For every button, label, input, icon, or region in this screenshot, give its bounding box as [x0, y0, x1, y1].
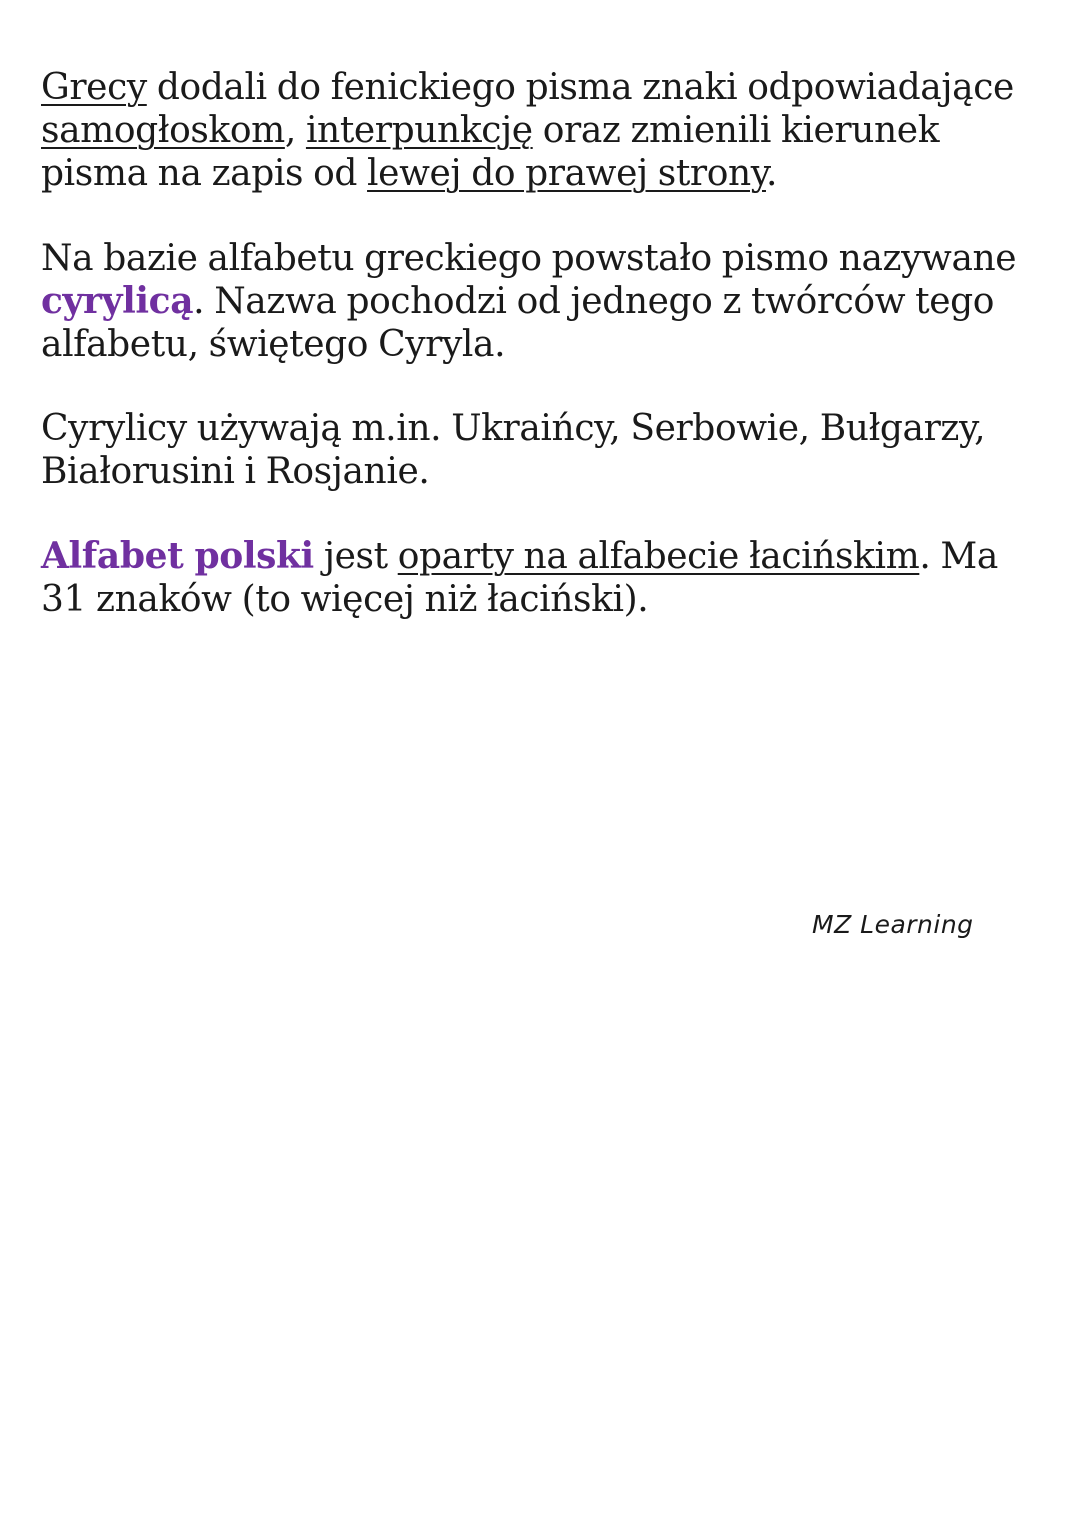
underlined-phrase-direction: lewej do prawej strony [367, 153, 766, 194]
paragraph-cyrillic-users [41, 407, 1051, 493]
highlighted-term-cyrylica: cyrylicą [41, 280, 194, 322]
paragraph-text: Cyrylicy używają m.in. Ukraińcy, Serbowie, Bułgarzy, Białorusini i Rosjanie. [41, 408, 986, 492]
paragraph-polish-alphabet [41, 535, 1051, 621]
paragraph-text: jest [313, 536, 398, 577]
highlighted-term-alfabet-polski: Alfabet polski [41, 535, 314, 577]
underlined-word-grecy: Grecy [41, 67, 147, 108]
paragraph-greeks-alphabet [41, 66, 1051, 195]
paragraph-text: oraz zmienili kierunek pisma na zapis od [41, 110, 940, 194]
paragraph-text: . [765, 153, 778, 194]
underlined-phrase-latin: oparty na alfabecie łacińskim [397, 536, 920, 577]
paragraph-text: dodali do fenickiego pisma znaki odpowiadające [146, 67, 1014, 108]
underlined-word-samogloskom: samogłoskom [41, 110, 285, 151]
paragraph-text: , [284, 110, 306, 151]
signature-mz-learning: MZ Learning [812, 910, 974, 939]
paragraph-cyrillic-origin [41, 237, 1051, 366]
underlined-word-interpunkcje: interpunkcję [305, 110, 533, 151]
paragraph-text: . Ma 31 znaków (to więcej niż łaciński). [41, 536, 998, 620]
paragraph-text: Na bazie alfabetu greckiego powstało pismo nazywane [41, 238, 1017, 279]
paragraph-text: . Nazwa pochodzi od jednego z twórców tego alfabetu, świętego Cyryla. [41, 281, 995, 365]
